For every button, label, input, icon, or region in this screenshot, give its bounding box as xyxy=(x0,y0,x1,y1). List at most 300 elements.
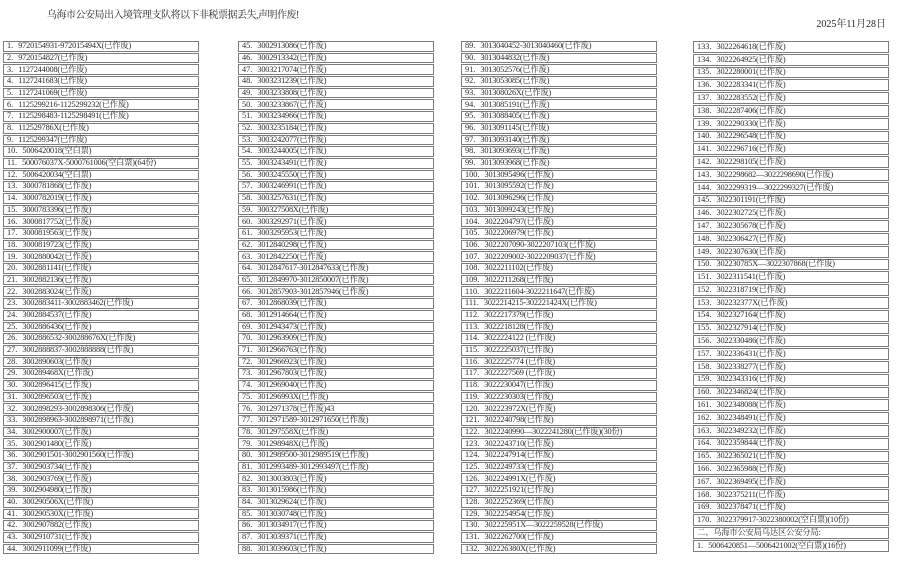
list-item xyxy=(693,297,889,309)
item-text: 3022296548(已作废) xyxy=(716,131,786,141)
list-item xyxy=(238,368,434,379)
item-text: 3000819723(已作废) xyxy=(22,239,92,249)
item-number: 111. xyxy=(465,298,479,308)
item-text: 3022318719(已作废) xyxy=(716,284,786,294)
item-number: 16. xyxy=(7,216,18,226)
item-number: 140. xyxy=(697,131,712,141)
list-item xyxy=(461,357,657,368)
item-number: 97. xyxy=(465,134,476,144)
item-number: 64. xyxy=(242,263,253,273)
item-number: 15. xyxy=(7,204,18,214)
item-number: 35. xyxy=(7,438,18,448)
item-text: 112529786X(已作废) xyxy=(18,123,89,132)
item-text: 3022290330(已作废) xyxy=(716,118,786,128)
item-text: 3022243710(已作废) xyxy=(484,438,554,448)
item-text: 3013091145(已作废) xyxy=(480,123,549,132)
item-text: 3022287406(已作废) xyxy=(716,105,786,115)
list-item xyxy=(693,220,889,232)
item-text: 3022305678(已作废) xyxy=(716,220,786,230)
list-item xyxy=(238,473,434,484)
list-item xyxy=(3,450,199,461)
item-number: 127. xyxy=(465,485,480,495)
item-number: 25. xyxy=(7,321,18,331)
list-item xyxy=(693,156,889,168)
item-text: 3013029624(已作废) xyxy=(257,497,327,506)
item-number: 28. xyxy=(7,356,18,366)
list-item xyxy=(3,298,199,309)
section-header-text: 二、乌海市公安局乌达区公安分局: xyxy=(697,528,821,538)
item-text: 3013044832(已作废) xyxy=(480,52,550,62)
item-number: 116. xyxy=(465,356,480,366)
item-text: 3012969040(已作废) xyxy=(257,380,327,390)
item-number: 74. xyxy=(242,380,253,390)
item-text: 3013039603(已作废) xyxy=(257,543,327,553)
list-item xyxy=(238,170,434,181)
list-item xyxy=(238,123,434,134)
item-text: 3002913086(已作废) xyxy=(257,41,327,51)
item-text: 3012842250(已作废) xyxy=(257,251,327,261)
list-item xyxy=(3,520,199,531)
list-item xyxy=(238,333,434,344)
item-number: 114. xyxy=(465,333,480,343)
item-text: 3013034917(已作废) xyxy=(257,520,327,530)
item-text: 3002896415(已作废) xyxy=(22,380,92,390)
list-item xyxy=(693,143,889,155)
item-text: 3002888837-3002888888(已作废) xyxy=(22,345,134,355)
item-number: 65. xyxy=(242,274,253,284)
item-number: 159. xyxy=(697,374,712,384)
item-number: 66. xyxy=(242,286,253,296)
item-number: 135. xyxy=(697,67,712,77)
item-number: 109. xyxy=(465,274,480,284)
item-text: 3022375211(已作废) xyxy=(716,489,786,499)
item-text: 3002910731(已作废) xyxy=(22,532,92,542)
list-item xyxy=(3,357,199,368)
item-number: 46. xyxy=(242,52,253,62)
item-number: 136. xyxy=(697,80,712,90)
item-number: 73. xyxy=(242,368,253,378)
item-text: 301298948X(已作废) xyxy=(257,438,329,448)
list-item xyxy=(238,415,434,426)
list-item xyxy=(461,509,657,520)
list-item xyxy=(238,509,434,520)
item-text: 3000783396(已作废) xyxy=(22,204,92,214)
item-text: 3022254954(已作废) xyxy=(484,508,554,518)
item-text: 3002883024(已作废) xyxy=(22,286,92,296)
list-item xyxy=(693,92,889,104)
item-text: 1125298483-1125298491(已作废) xyxy=(18,111,129,121)
list-item xyxy=(693,195,889,207)
item-number: 143. xyxy=(697,169,712,179)
item-text: 300290506X(已作废) xyxy=(22,497,94,506)
list-item xyxy=(461,88,657,99)
item-text: 3003245550(已作废) xyxy=(257,169,327,179)
list-item xyxy=(238,135,434,146)
list-item xyxy=(3,509,199,520)
item-text: 302232377X(已作废) xyxy=(716,297,788,307)
item-text: 302225951X—3022259528(已作废) xyxy=(484,520,603,530)
item-text: 3012840298(已作废) xyxy=(257,239,327,249)
item-number: 2. xyxy=(7,52,14,62)
item-text: 3003234966(已作废) xyxy=(257,111,327,121)
item-number: 21. xyxy=(7,274,18,284)
list-item xyxy=(461,520,657,531)
item-number: 37. xyxy=(7,461,18,471)
item-number: 78. xyxy=(242,426,253,436)
list-item xyxy=(238,544,434,555)
item-text: 3013085191(已作废) xyxy=(480,99,550,109)
item-text: 3022298682—3022298690(已作废) xyxy=(716,169,834,179)
list-item xyxy=(3,251,199,262)
list-item xyxy=(3,462,199,473)
list-item xyxy=(238,158,434,169)
list-item xyxy=(238,310,434,321)
list-item xyxy=(461,298,657,309)
item-number: 30. xyxy=(7,380,18,390)
item-number: 52. xyxy=(242,123,253,132)
item-text: 3022311541(已作废) xyxy=(716,272,786,282)
item-text: 3002913342(已作废) xyxy=(257,52,327,62)
item-text: 3003235184(已作废) xyxy=(257,123,327,132)
list-item xyxy=(461,158,657,169)
list-item xyxy=(3,403,199,414)
item-number: 13. xyxy=(7,181,18,191)
item-text: 302223972X(已作废) xyxy=(484,403,556,413)
item-number: 107. xyxy=(465,251,480,261)
item-number: 33. xyxy=(7,415,18,425)
item-number: 104. xyxy=(465,216,480,226)
item-number: 48. xyxy=(242,76,253,86)
item-number: 133. xyxy=(697,41,712,51)
item-text: 3022348088(已作废) xyxy=(716,400,786,410)
item-number: 22. xyxy=(7,286,18,296)
list-item xyxy=(693,374,889,386)
item-number: 119. xyxy=(465,391,480,401)
item-number: 42. xyxy=(7,520,18,530)
list-item xyxy=(693,246,889,258)
list-item xyxy=(693,399,889,411)
item-number: 150. xyxy=(697,259,712,269)
list-item xyxy=(461,427,657,438)
list-item xyxy=(238,76,434,87)
item-text: 3012966763(已作废) xyxy=(257,345,327,355)
item-text: 3022240990—3022241280(已作废)(30份) xyxy=(484,426,623,436)
item-number: 34. xyxy=(7,426,18,436)
item-number: 164. xyxy=(697,438,712,448)
item-number: 123. xyxy=(465,438,480,448)
item-text: 3002882136(已作废) xyxy=(22,274,92,284)
list-item xyxy=(3,368,199,379)
item-number: 121. xyxy=(465,415,480,425)
list-item xyxy=(238,275,434,286)
list-item xyxy=(3,380,199,391)
item-number: 39. xyxy=(7,485,18,495)
item-text: 3022336431(已作废) xyxy=(716,348,786,358)
list-item xyxy=(461,135,657,146)
item-number: 4. xyxy=(7,76,14,86)
list-item xyxy=(693,233,889,245)
item-text: 3002911099(已作废) xyxy=(22,543,91,553)
item-number: 69. xyxy=(242,321,253,331)
item-number: 131. xyxy=(465,532,480,542)
item-text: 3013052576(已作废) xyxy=(480,64,550,74)
list-item xyxy=(3,228,199,239)
item-text: 3022365988(已作废) xyxy=(716,464,786,474)
list-item xyxy=(238,193,434,204)
item-number: 9. xyxy=(7,134,14,144)
item-text: 3022227569 (已作废) xyxy=(484,368,555,378)
item-number: 157. xyxy=(697,348,712,358)
item-number: 144. xyxy=(697,182,712,192)
item-number: 60. xyxy=(242,216,253,226)
list-item xyxy=(3,88,199,99)
item-number: 31. xyxy=(7,391,18,401)
list-item xyxy=(3,158,199,169)
item-text: 3022338277(已作废) xyxy=(716,361,786,371)
list-item xyxy=(461,205,657,216)
item-text: 3022264618(已作废) xyxy=(716,41,786,51)
list-item xyxy=(461,216,657,227)
item-text: 3022298105(已作废) xyxy=(716,156,786,166)
item-number: 17. xyxy=(7,228,18,238)
item-text: 3022217379(已作废) xyxy=(484,310,554,319)
list-item xyxy=(3,76,199,87)
item-number: 158. xyxy=(697,361,712,371)
item-number: 11. xyxy=(7,158,18,168)
item-text: 1127241069(已作废) xyxy=(18,87,87,97)
item-number: 72. xyxy=(242,356,253,366)
list-item xyxy=(238,450,434,461)
list-item xyxy=(461,345,657,356)
item-text: 3002900007(已作废) xyxy=(22,426,92,436)
item-number: 156. xyxy=(697,336,712,346)
list-item xyxy=(3,193,199,204)
list-item xyxy=(3,345,199,356)
list-item xyxy=(693,169,889,181)
item-text: 3013093140(已作废) xyxy=(480,134,550,144)
list-item xyxy=(693,438,889,450)
item-number: 8. xyxy=(7,123,14,132)
item-number: 124. xyxy=(465,450,480,460)
item-number: 88. xyxy=(242,543,253,553)
item-number: 14. xyxy=(7,193,18,203)
list-item xyxy=(238,532,434,543)
item-number: 130. xyxy=(465,520,480,530)
item-text: 3022225037(已作废) xyxy=(484,345,554,355)
item-text: 3022247914(已作废) xyxy=(484,450,554,460)
section-header xyxy=(693,527,889,539)
list-item xyxy=(3,64,199,75)
item-text: 3013030748(已作废) xyxy=(257,508,327,518)
item-text: 3022211604-3022211647(已作废) xyxy=(484,286,595,296)
item-number: 132. xyxy=(465,543,480,553)
item-text: 3022264925(已作废) xyxy=(716,54,786,64)
list-item xyxy=(3,53,199,64)
item-number: 10. xyxy=(7,146,18,156)
item-number: 45. xyxy=(242,41,253,51)
item-number: 117. xyxy=(465,368,480,378)
item-number: 102. xyxy=(465,193,480,203)
list-item xyxy=(693,207,889,219)
item-number: 146. xyxy=(697,208,712,218)
item-text: 3013088405(已作废) xyxy=(480,111,550,121)
item-text: 3022252369(已作废) xyxy=(484,497,554,506)
item-number: 108. xyxy=(465,263,480,273)
item-text: 3013039371(已作废) xyxy=(257,532,327,542)
item-text: 3022211102(已作废) xyxy=(484,263,553,273)
list-item xyxy=(238,427,434,438)
item-number: 101. xyxy=(465,181,480,191)
item-number: 167. xyxy=(697,476,712,486)
item-text: 301297558X(已作废) xyxy=(257,426,329,436)
list-item xyxy=(461,450,657,461)
item-number: 47. xyxy=(242,64,253,74)
item-text: 3003295953(已作废) xyxy=(257,228,327,238)
list-item xyxy=(461,532,657,543)
list-item xyxy=(461,415,657,426)
list-item xyxy=(693,323,889,335)
list-item xyxy=(3,438,199,449)
list-item xyxy=(238,181,434,192)
item-number: 83. xyxy=(242,485,253,495)
item-number: 153. xyxy=(697,297,712,307)
item-number: 151. xyxy=(697,272,712,282)
item-text: 3022302725(已作废) xyxy=(716,208,786,218)
list-item xyxy=(693,476,889,488)
item-number: 162. xyxy=(697,412,712,422)
item-number: 62. xyxy=(242,239,253,249)
item-text: 3022204797(已作废) xyxy=(484,216,554,226)
item-number: 160. xyxy=(697,387,712,397)
item-text: 3002896503(已作废) xyxy=(22,391,92,401)
item-number: 85. xyxy=(242,508,253,518)
item-text: 3003233808(已作废) xyxy=(257,87,327,97)
item-number: 99. xyxy=(465,158,476,168)
item-text: 3002901480(已作废) xyxy=(22,438,92,448)
item-number: 89. xyxy=(465,41,476,51)
list-item xyxy=(238,251,434,262)
item-text: 300289468X(已作废) xyxy=(22,368,94,378)
item-number: 120. xyxy=(465,403,480,413)
list-item xyxy=(3,532,199,543)
item-text: 3013095496(已作废) xyxy=(484,169,554,179)
list-item xyxy=(461,251,657,262)
item-number: 134. xyxy=(697,54,712,64)
item-number: 122. xyxy=(465,426,480,436)
list-item xyxy=(693,310,889,322)
item-text: 3022225774 (已作废) xyxy=(484,356,555,366)
item-number: 138. xyxy=(697,105,712,115)
list-item xyxy=(238,380,434,391)
list-item xyxy=(3,170,199,181)
item-text: 3022230303(已作废) xyxy=(484,391,554,401)
item-number: 40. xyxy=(7,497,18,506)
item-text: 500076037X-5000761006(空白票)(64份) xyxy=(22,158,156,168)
list-item xyxy=(461,310,657,321)
list-item xyxy=(461,462,657,473)
list-item xyxy=(238,64,434,75)
item-text: 3022365021(已作废) xyxy=(716,451,786,461)
item-number: 154. xyxy=(697,310,712,320)
item-text: 3022240798(已作废) xyxy=(484,415,554,425)
list-item xyxy=(693,284,889,296)
item-text: 3002883411-3002883462(已作废) xyxy=(22,298,134,308)
item-text: 3013015986(已作废) xyxy=(257,485,327,495)
item-text: 3012849970-3012850007(已作废) xyxy=(257,274,369,284)
list-item xyxy=(3,216,199,227)
list-item xyxy=(238,520,434,531)
item-number: 94. xyxy=(465,99,476,109)
item-number: 168. xyxy=(697,489,712,499)
list-item xyxy=(693,514,889,526)
item-number: 20. xyxy=(7,263,18,273)
list-column-1 xyxy=(3,41,199,555)
list-item xyxy=(693,361,889,373)
item-text: 302224991X(已作废) xyxy=(484,473,556,483)
list-item xyxy=(3,286,199,297)
item-text: 3013093968(已作废) xyxy=(480,158,550,168)
item-text: 3022359844(已作废) xyxy=(716,438,786,448)
list-item xyxy=(238,263,434,274)
item-text: 3022346824(已作废) xyxy=(716,387,786,397)
list-item xyxy=(238,88,434,99)
list-item xyxy=(238,205,434,216)
item-number: 161. xyxy=(697,400,712,410)
item-text: 3003257631(已作废) xyxy=(257,193,327,203)
page-title: 乌海市公安局出入境管理支队将以下非税票据丢失,声明作废! xyxy=(47,10,299,21)
list-item xyxy=(461,240,657,251)
item-number: 95. xyxy=(465,111,476,121)
item-number: 29. xyxy=(7,368,18,378)
list-item xyxy=(693,425,889,437)
item-number: 26. xyxy=(7,333,18,343)
list-item xyxy=(238,286,434,297)
list-item xyxy=(693,271,889,283)
list-item xyxy=(3,497,199,508)
item-text: 3022378471(已作废) xyxy=(716,502,786,512)
item-number: 54. xyxy=(242,146,253,156)
list-item xyxy=(238,403,434,414)
list-item xyxy=(3,111,199,122)
item-number: 7. xyxy=(7,111,14,121)
item-text: 3003243491(已作废) xyxy=(257,158,327,168)
item-text: 3022280001(已作废) xyxy=(716,67,786,77)
item-number: 27. xyxy=(7,345,18,355)
list-item xyxy=(461,170,657,181)
list-item xyxy=(693,335,889,347)
item-number: 18. xyxy=(7,239,18,249)
list-column-2 xyxy=(238,41,434,555)
item-text: 3000782019(已作废) xyxy=(22,193,92,203)
list-item xyxy=(693,259,889,271)
item-number: 59. xyxy=(242,204,253,214)
item-text: 3012966923(已作废) xyxy=(257,356,327,366)
item-text: 3022283552(已作废) xyxy=(716,92,786,102)
item-text: 3012914664(已作废) xyxy=(257,310,327,319)
item-number: 149. xyxy=(697,246,712,256)
item-text: 3022327164(已作废) xyxy=(716,310,786,320)
list-item xyxy=(461,544,657,555)
item-number: 61. xyxy=(242,228,253,238)
item-number: 44. xyxy=(7,543,18,553)
list-item xyxy=(238,240,434,251)
item-text: 3022218128(已作废) xyxy=(484,321,554,331)
item-number: 145. xyxy=(697,195,712,205)
item-text: 3002880042(已作废) xyxy=(22,251,92,261)
item-text: 3022330486(已作废) xyxy=(716,336,786,346)
item-text: 3002886532-300288676X(已作废) xyxy=(22,333,136,343)
list-item xyxy=(461,380,657,391)
